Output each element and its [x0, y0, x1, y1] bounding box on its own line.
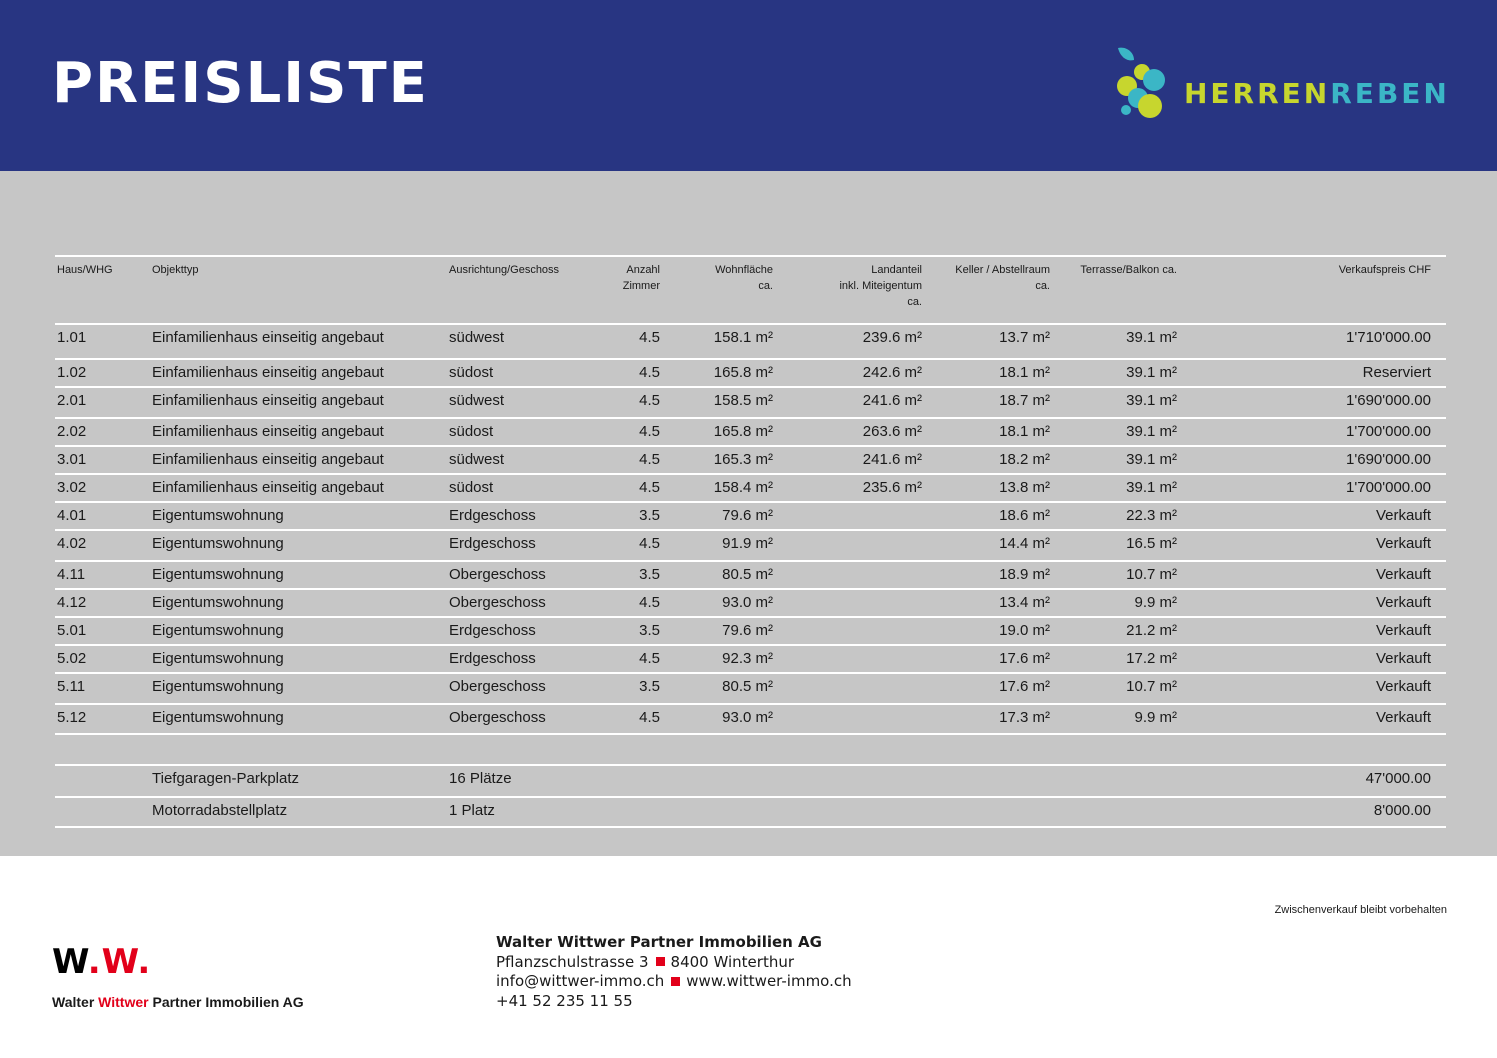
cell-cellar: 18.7 m² [999, 392, 1050, 409]
company-name [52, 994, 304, 1010]
cell-orientation: Obergeschoss [449, 678, 546, 695]
cell-living-area: 93.0 m² [722, 594, 773, 611]
table-row [55, 358, 1446, 388]
cell-rooms: 4.5 [639, 423, 660, 440]
cell-rooms: 4.5 [639, 364, 660, 381]
cell-unit: 4.01 [57, 507, 87, 524]
cell-orientation: Erdgeschoss [449, 535, 536, 552]
cell-cellar: 17.6 m² [999, 678, 1050, 695]
page-header [0, 0, 1497, 171]
cell-unit: 5.01 [57, 622, 87, 639]
cell-price: 1'690'000.00 [1346, 451, 1431, 468]
cell-rooms: 4.5 [639, 594, 660, 611]
cell-terrace: 39.1 m² [1126, 364, 1177, 381]
cell-orientation: Obergeschoss [449, 594, 546, 611]
cell-unit: 1.01 [57, 329, 87, 346]
herrenreben-logo [1112, 44, 1452, 124]
cell-living-area: 91.9 m² [722, 535, 773, 552]
cell-terrace: 16.5 m² [1126, 535, 1177, 552]
cell-price: Verkauft [1375, 622, 1431, 639]
header-rooms: Anzahl Zimmer [622, 264, 660, 292]
cell-price: 1'690'000.00 [1346, 392, 1431, 409]
extras-row [55, 764, 1446, 794]
red-square-icon [656, 957, 665, 966]
ww-logo-dot1: . [87, 942, 102, 982]
cell-price: 1'700'000.00 [1346, 423, 1431, 440]
cell-price: Verkauft [1375, 709, 1431, 726]
table-row [55, 703, 1446, 733]
cell-orientation: Erdgeschoss [449, 507, 536, 524]
cell-terrace: 17.2 m² [1126, 650, 1177, 667]
cell-living-area: 158.1 m² [713, 329, 773, 346]
cell-cellar: 13.8 m² [999, 479, 1050, 496]
cell-unit: 2.02 [57, 423, 87, 440]
price-list-panel [0, 171, 1497, 856]
cell-land-share: 241.6 m² [862, 451, 922, 468]
cell-unit: 5.12 [57, 709, 87, 726]
cell-rooms: 3.5 [639, 622, 660, 639]
cell-orientation: südost [449, 479, 494, 496]
cell-unit: 3.01 [57, 451, 87, 468]
cell-rooms: 4.5 [639, 650, 660, 667]
cell-orientation: Erdgeschoss [449, 622, 536, 639]
cell-price: 1'700'000.00 [1346, 479, 1431, 496]
table-bottom-divider [55, 826, 1446, 828]
cell-unit: 1.02 [57, 364, 87, 381]
cell-orientation: südwest [449, 392, 505, 409]
cell-terrace: 10.7 m² [1126, 678, 1177, 695]
cell-terrace: 9.9 m² [1134, 594, 1177, 611]
header-cellar: Keller / Abstellraum ca. [955, 264, 1050, 292]
cell-orientation: südwest [449, 329, 505, 346]
cell-terrace: 10.7 m² [1126, 566, 1177, 583]
cell-orientation: südost [449, 364, 494, 381]
cell-type: Eigentumswohnung [152, 650, 284, 667]
cell-price: Reserviert [1362, 364, 1431, 381]
cell-terrace: 39.1 m² [1126, 392, 1177, 409]
company-name-part1: Walter [52, 994, 99, 1010]
cell-type: Einfamilienhaus einseitig angebaut [152, 423, 384, 440]
table-row [55, 473, 1446, 503]
cell-cellar: 18.2 m² [999, 451, 1050, 468]
table-row [55, 501, 1446, 531]
header-orientation: Ausrichtung/Geschoss [449, 264, 560, 276]
cell-type: Eigentumswohnung [152, 594, 284, 611]
cell-living-area: 92.3 m² [722, 650, 773, 667]
logo-wordmark-part2: REBEN [1330, 77, 1450, 110]
cell-living-area: 158.4 m² [713, 479, 773, 496]
cell-type: Eigentumswohnung [152, 622, 284, 639]
table-divider [55, 733, 1446, 735]
ww-logo-dot2: . [137, 942, 152, 982]
cell-price: Verkauft [1375, 566, 1431, 583]
cell-orientation: südost [449, 423, 494, 440]
extras-row [55, 796, 1446, 826]
cell-cellar: 19.0 m² [999, 622, 1050, 639]
cell-cellar: 13.7 m² [999, 329, 1050, 346]
cell-type: Eigentumswohnung [152, 566, 284, 583]
cell-type: Eigentumswohnung [152, 535, 284, 552]
cell-cellar: 17.3 m² [999, 709, 1050, 726]
cell-living-area: 80.5 m² [722, 678, 773, 695]
header-price: Verkaufspreis CHF [1338, 264, 1431, 276]
cell-terrace: 39.1 m² [1126, 479, 1177, 496]
cell-living-area: 79.6 m² [722, 507, 773, 524]
cell-type: Einfamilienhaus einseitig angebaut [152, 451, 384, 468]
cell-living-area: 80.5 m² [722, 566, 773, 583]
cell-unit: 3.02 [57, 479, 87, 496]
cell-land-share: 239.6 m² [862, 329, 922, 346]
cell-type: Einfamilienhaus einseitig angebaut [152, 329, 384, 346]
cell-cellar: 18.1 m² [999, 364, 1050, 381]
header-unit: Haus/WHG [57, 264, 113, 276]
company-name-part3: Partner Immobilien AG [148, 994, 304, 1010]
header-type: Objekttyp [152, 264, 199, 276]
table-row [55, 417, 1446, 447]
table-row [55, 529, 1446, 559]
contact-address [496, 933, 852, 1011]
table-row [55, 445, 1446, 475]
cell-unit: 4.12 [57, 594, 87, 611]
cell-unit: 5.02 [57, 650, 87, 667]
website-link[interactable]: www.wittwer-immo.ch [686, 972, 852, 990]
cell-terrace: 39.1 m² [1126, 329, 1177, 346]
cell-living-area: 79.6 m² [722, 622, 773, 639]
table-row [55, 323, 1446, 353]
cell-rooms: 4.5 [639, 392, 660, 409]
cell-orientation: 16 Plätze [449, 770, 512, 787]
table-row [55, 560, 1446, 590]
header-land-share: Landanteil inkl. Miteigentum ca. [839, 264, 922, 308]
table-row [55, 672, 1446, 702]
cell-price: Verkauft [1375, 507, 1431, 524]
cell-rooms: 4.5 [639, 451, 660, 468]
cell-price: Verkauft [1375, 678, 1431, 695]
table-row [55, 588, 1446, 618]
cell-type: Motorradabstellplatz [152, 802, 288, 819]
cell-type: Eigentumswohnung [152, 709, 284, 726]
table-row [55, 616, 1446, 646]
cell-type: Einfamilienhaus einseitig angebaut [152, 392, 384, 409]
header-terrace: Terrasse/Balkon ca. [1080, 264, 1177, 276]
cell-living-area: 165.3 m² [713, 451, 773, 468]
cell-living-area: 165.8 m² [713, 364, 773, 381]
cell-type: Eigentumswohnung [152, 507, 284, 524]
cell-terrace: 39.1 m² [1126, 423, 1177, 440]
cell-unit: 4.02 [57, 535, 87, 552]
page-title: PREISLISTE [52, 51, 429, 116]
table-row [55, 386, 1446, 416]
cell-price: Verkauft [1375, 535, 1431, 552]
ww-logo [52, 942, 151, 982]
cell-type: Einfamilienhaus einseitig angebaut [152, 479, 384, 496]
cell-cellar: 18.1 m² [999, 423, 1050, 440]
cell-terrace: 39.1 m² [1126, 451, 1177, 468]
table-row [55, 644, 1446, 674]
contact-line [496, 972, 852, 992]
cell-unit: 4.11 [57, 566, 86, 583]
phone-number: +41 52 235 11 55 [496, 991, 633, 1010]
cell-rooms: 4.5 [639, 479, 660, 496]
cell-cellar: 18.6 m² [999, 507, 1050, 524]
cell-unit: 2.01 [57, 392, 87, 409]
cell-orientation: 1 Platz [449, 802, 495, 819]
logo-wordmark [1184, 77, 1450, 111]
cell-cellar: 14.4 m² [999, 535, 1050, 552]
red-square-icon [671, 977, 680, 986]
cell-terrace: 22.3 m² [1126, 507, 1177, 524]
cell-land-share: 242.6 m² [862, 364, 922, 381]
cell-type: Tiefgaragen-Parkplatz [152, 770, 300, 787]
cell-orientation: Erdgeschoss [449, 650, 536, 667]
cell-rooms: 3.5 [639, 678, 660, 695]
cell-land-share: 235.6 m² [862, 479, 922, 496]
table-header [55, 255, 1446, 325]
cell-terrace: 21.2 m² [1126, 622, 1177, 639]
cell-cellar: 18.9 m² [999, 566, 1050, 583]
cell-orientation: südwest [449, 451, 505, 468]
cell-terrace: 9.9 m² [1134, 709, 1177, 726]
logo-wordmark-part1: HERREN [1184, 77, 1331, 110]
address-line [496, 953, 852, 973]
cell-rooms: 3.5 [639, 566, 660, 583]
cell-orientation: Obergeschoss [449, 566, 546, 583]
cell-type: Einfamilienhaus einseitig angebaut [152, 364, 384, 381]
cell-rooms: 4.5 [639, 329, 660, 346]
cell-cellar: 13.4 m² [999, 594, 1050, 611]
cell-land-share: 263.6 m² [862, 423, 922, 440]
cell-price: Verkauft [1375, 650, 1431, 667]
cell-living-area: 158.5 m² [713, 392, 773, 409]
header-living-area: Wohnfläche ca. [715, 264, 773, 292]
ww-logo-w1: W [52, 942, 88, 982]
cell-living-area: 93.0 m² [722, 709, 773, 726]
cell-unit: 5.11 [57, 678, 86, 695]
cell-living-area: 165.8 m² [713, 423, 773, 440]
address-company: Walter Wittwer Partner Immobilien AG [496, 933, 822, 951]
cell-price: Verkauft [1375, 594, 1431, 611]
grape-leaf-icon [1112, 44, 1182, 124]
cell-rooms: 4.5 [639, 709, 660, 726]
address-street: Pflanzschulstrasse 3 [496, 952, 649, 971]
cell-price: 47'000.00 [1365, 770, 1431, 787]
ww-logo-w2: W [101, 942, 138, 982]
cell-orientation: Obergeschoss [449, 709, 546, 726]
company-name-part2: Wittwer [98, 994, 149, 1010]
address-city: 8400 Winterthur [670, 952, 795, 971]
cell-land-share: 241.6 m² [862, 392, 922, 409]
cell-price: 8'000.00 [1373, 802, 1431, 819]
footer-note: Zwischenverkauf bleibt vorbehalten [1274, 904, 1447, 916]
cell-rooms: 4.5 [639, 535, 660, 552]
cell-price: 1'710'000.00 [1346, 329, 1431, 346]
cell-type: Eigentumswohnung [152, 678, 284, 695]
email-link[interactable]: info@wittwer-immo.ch [496, 972, 665, 990]
cell-cellar: 17.6 m² [999, 650, 1050, 667]
cell-rooms: 3.5 [639, 507, 660, 524]
